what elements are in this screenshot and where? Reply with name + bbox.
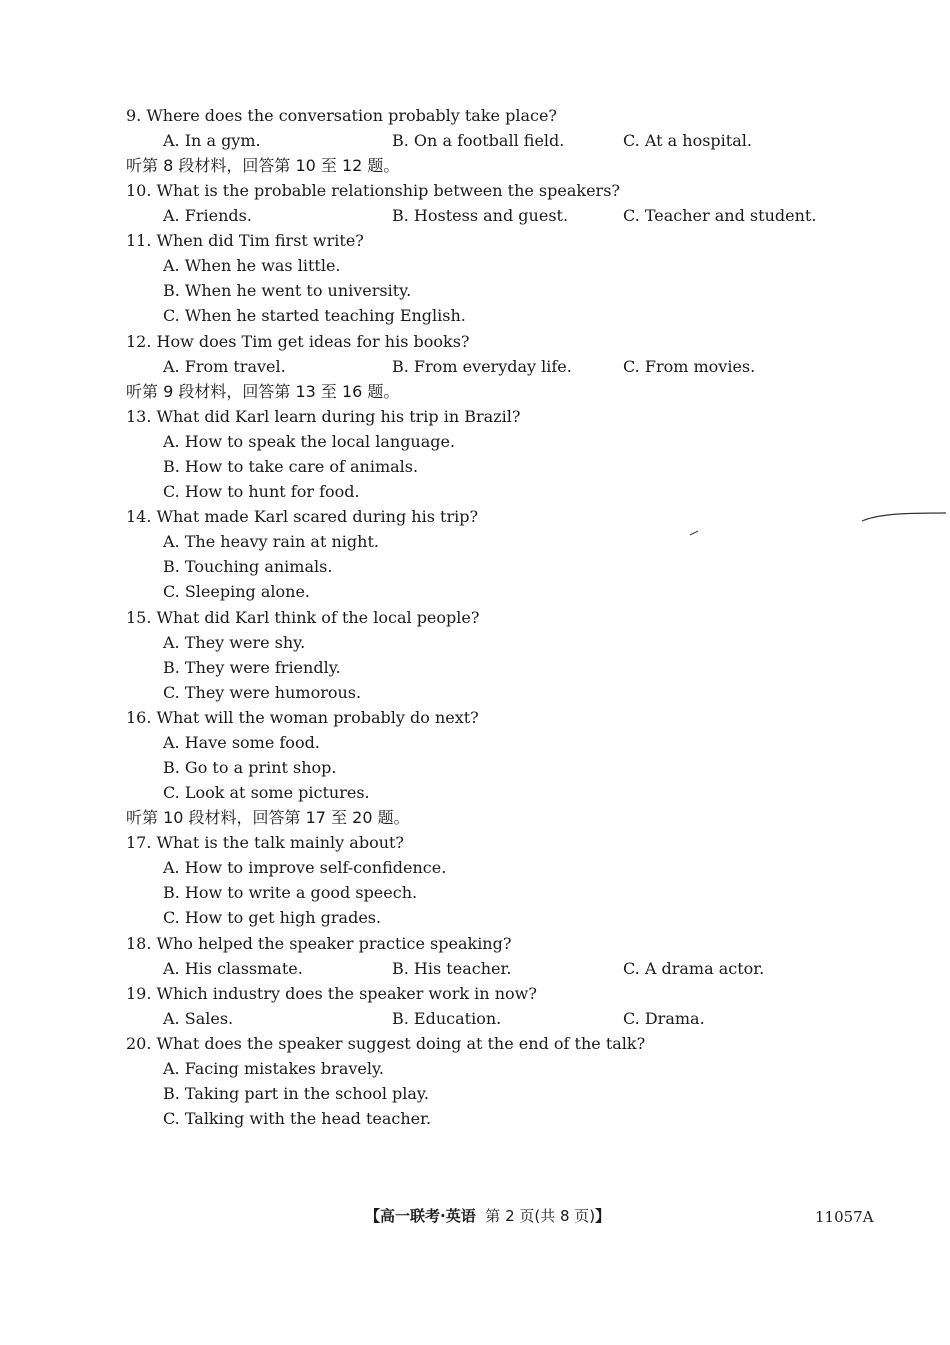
question-12-option-b: B. From everyday life. [392, 357, 572, 376]
question-18-option-b: B. His teacher. [392, 959, 512, 978]
question-11-option-b: B. When he went to university. [163, 281, 412, 300]
question-20-option-b: B. Taking part in the school play. [163, 1084, 429, 1103]
question-15-option-b: B. They were friendly. [163, 658, 341, 677]
question-9-stem: 9. Where does the conversation probably take place? [126, 106, 557, 125]
question-13-stem: 13. What did Karl learn during his trip in Brazil? [126, 407, 521, 426]
pen-tick-mark [688, 528, 702, 538]
question-13-option-a: A. How to speak the local language. [163, 432, 456, 451]
question-18-option-a: A. His classmate. [163, 959, 303, 978]
question-19-option-b: B. Education. [392, 1009, 502, 1028]
question-15-stem: 15. What did Karl think of the local people? [126, 608, 480, 627]
question-18-stem: 18. Who helped the speaker practice speaking? [126, 934, 512, 953]
question-14-option-c: C. Sleeping alone. [163, 582, 310, 601]
section-heading-10: 听第 10 段材料，回答第 17 至 20 题。 [126, 808, 410, 827]
question-12-option-a: A. From travel. [163, 357, 286, 376]
question-17-stem: 17. What is the talk mainly about? [126, 833, 405, 852]
footer-page-number: 第 2 页(共 8 页) [485, 1207, 596, 1225]
footer-open-bracket: 【 [365, 1207, 381, 1225]
question-11-stem: 11. When did Tim first write? [126, 231, 364, 250]
question-10-option-b: B. Hostess and guest. [392, 206, 569, 225]
question-9-option-b: B. On a football field. [392, 131, 565, 150]
question-15-option-a: A. They were shy. [163, 633, 306, 652]
question-14-option-a: A. The heavy rain at night. [163, 532, 379, 551]
question-20-option-c: C. Talking with the head teacher. [163, 1109, 432, 1128]
question-14-stem: 14. What made Karl scared during his trip? [126, 507, 479, 526]
question-12-option-c: C. From movies. [623, 357, 756, 376]
question-11-option-a: A. When he was little. [163, 256, 341, 275]
page-footer [365, 1206, 610, 1226]
section-heading-9: 听第 9 段材料，回答第 13 至 16 题。 [126, 382, 400, 401]
question-9-option-c: C. At a hospital. [623, 131, 752, 150]
footer-dot: · [440, 1207, 446, 1225]
question-18-option-c: C. A drama actor. [623, 959, 765, 978]
question-19-stem: 19. Which industry does the speaker work in now? [126, 984, 537, 1003]
question-17-option-c: C. How to get high grades. [163, 908, 382, 927]
question-16-stem: 16. What will the woman probably do next? [126, 708, 479, 727]
exam-code: 11057A [815, 1208, 874, 1226]
pen-mark [858, 508, 948, 524]
question-14-option-b: B. Touching animals. [163, 557, 333, 576]
question-17-option-a: A. How to improve self-confidence. [163, 858, 447, 877]
question-13-option-c: C. How to hunt for food. [163, 482, 360, 501]
footer-exam-name: 高一联考 [380, 1207, 441, 1225]
question-20-option-a: A. Facing mistakes bravely. [163, 1059, 384, 1078]
question-17-option-b: B. How to write a good speech. [163, 883, 418, 902]
question-11-option-c: C. When he started teaching English. [163, 306, 466, 325]
footer-close-bracket: 】 [595, 1207, 611, 1225]
question-10-stem: 10. What is the probable relationship between the speakers? [126, 181, 620, 200]
question-19-option-c: C. Drama. [623, 1009, 705, 1028]
question-12-stem: 12. How does Tim get ideas for his books? [126, 332, 470, 351]
question-10-option-c: C. Teacher and student. [623, 206, 817, 225]
question-16-option-b: B. Go to a print shop. [163, 758, 337, 777]
footer-subject: 英语 [445, 1207, 476, 1225]
question-9-option-a: A. In a gym. [163, 131, 261, 150]
question-19-option-a: A. Sales. [163, 1009, 234, 1028]
question-16-option-a: A. Have some food. [163, 733, 320, 752]
question-13-option-b: B. How to take care of animals. [163, 457, 419, 476]
question-15-option-c: C. They were humorous. [163, 683, 362, 702]
question-20-stem: 20. What does the speaker suggest doing at the end of the talk? [126, 1034, 646, 1053]
question-10-option-a: A. Friends. [163, 206, 252, 225]
question-16-option-c: C. Look at some pictures. [163, 783, 370, 802]
section-heading-8: 听第 8 段材料，回答第 10 至 12 题。 [126, 156, 400, 175]
